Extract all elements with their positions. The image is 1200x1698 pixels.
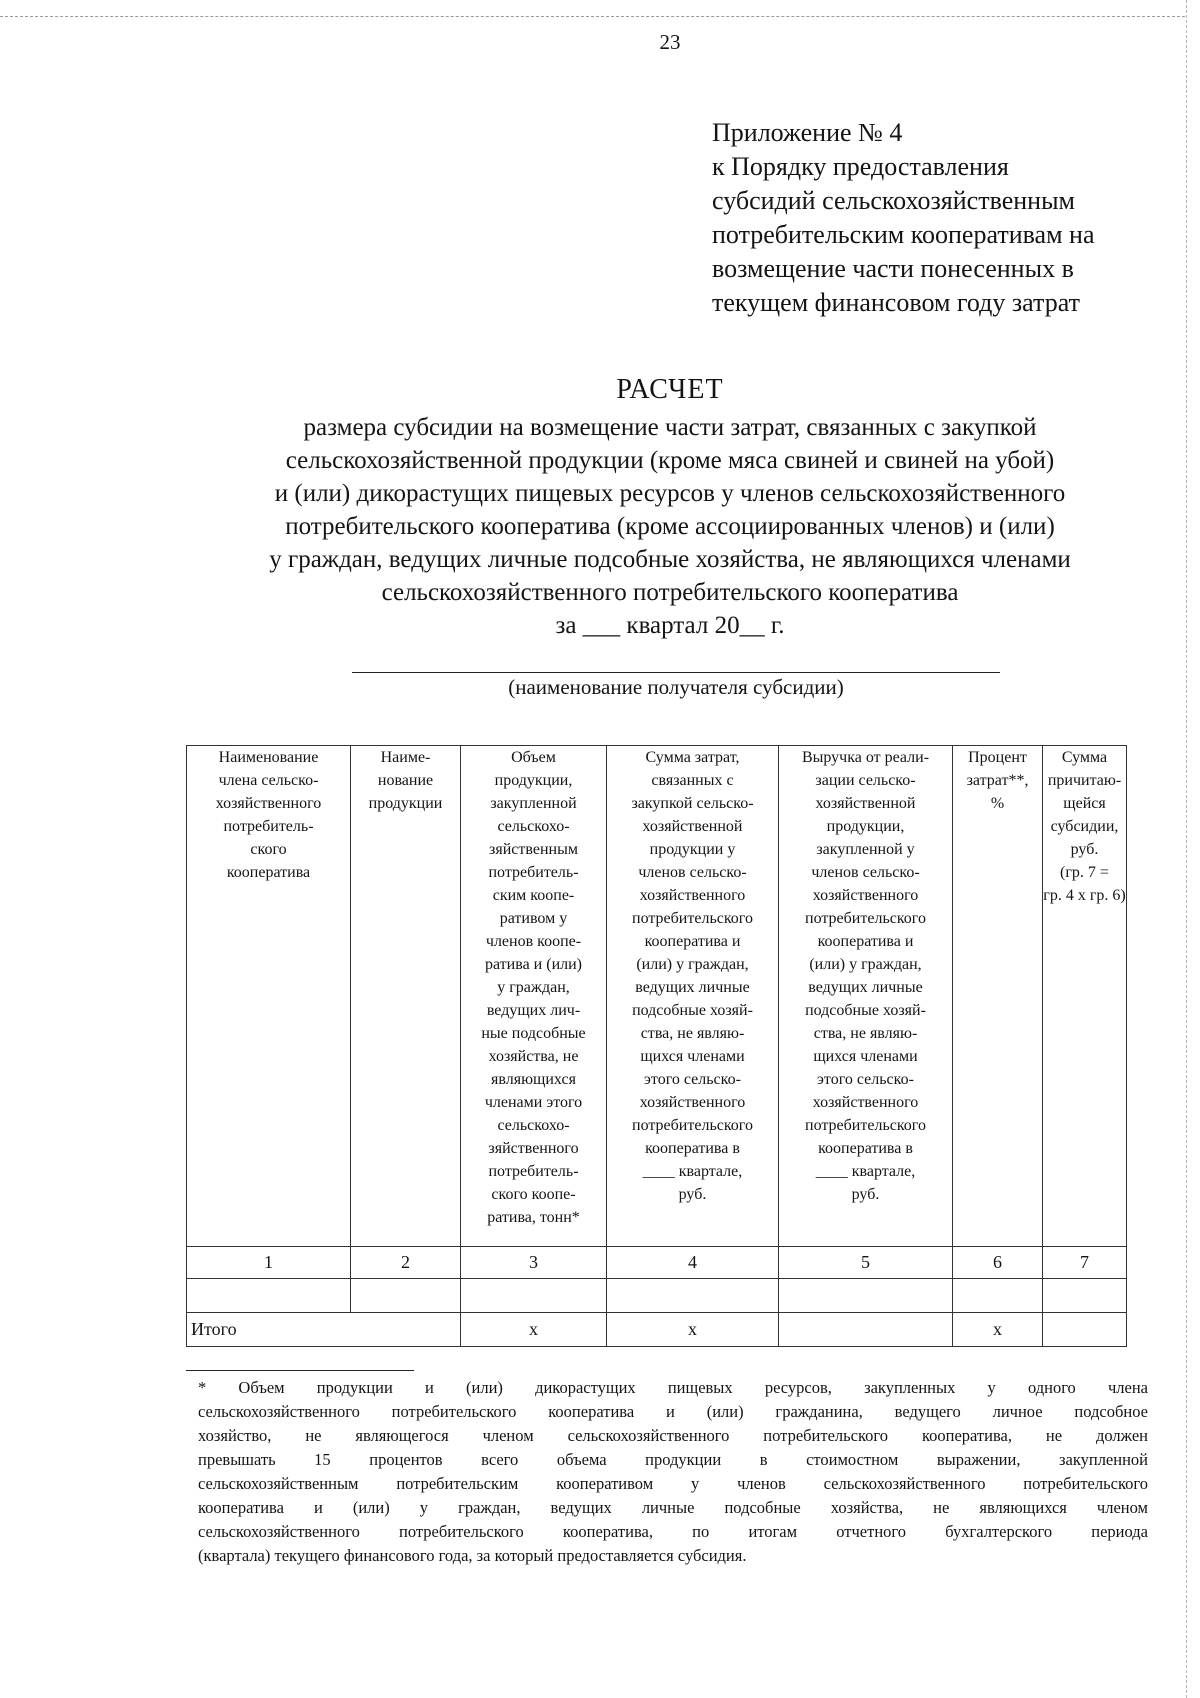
footnote-line: * Объем продукции и (или) дикорастущих пищевых ресурсов, закупленных у одного члена <box>198 1378 1148 1397</box>
appendix-header <box>712 116 1152 320</box>
total-label: Итого <box>187 1313 461 1347</box>
footnote-line: сельскохозяйственного потребительского кооператива, по итогам отчетного бухгалтерского периода <box>198 1522 1148 1541</box>
footnote-line: кооператива и (или) у граждан, ведущих личные подсобные хозяйства, не являющихся членом <box>198 1498 1148 1517</box>
appendix-line: потребительским кооперативам на <box>712 220 1095 249</box>
header-cell: Наиме- нование продукции <box>351 746 461 1247</box>
table-cell <box>607 1279 779 1313</box>
footnote-line: сельскохозяйственного потребительского кооператива и (или) гражданина, ведущего личное подсобное <box>198 1402 1148 1421</box>
document-subtitle <box>0 411 1200 642</box>
scan-edge-top <box>0 16 1185 17</box>
appendix-line: возмещение части понесенных в <box>712 254 1074 283</box>
column-number: 5 <box>779 1247 953 1279</box>
footnote-line: хозяйство, не являющегося членом сельскохозяйственного потребительского кооператива, не должен <box>198 1426 1148 1445</box>
header-cell: Объем продукции, закупленной сельскохо- зяйственным потребитель- ским коопе- ративом у членов коопе- ратива и (или) у граждан, ведущих лич- ные подсобные хозяйства, не являющихся членами этого сельскохо- зяйственного потребитель- ского коопе- ратива, тонн* <box>461 746 607 1247</box>
column-number: 7 <box>1043 1247 1127 1279</box>
recipient-caption: (наименование получателя субсидии) <box>508 675 844 699</box>
table-cell <box>953 1279 1043 1313</box>
total-cell <box>779 1313 953 1347</box>
total-cell <box>1043 1313 1127 1347</box>
appendix-line: Приложение № 4 <box>712 118 903 147</box>
subtitle-line: сельскохозяйственной продукции (кроме мяса свиней и свиней на убой) <box>285 447 1055 474</box>
column-number: 6 <box>953 1247 1043 1279</box>
subtitle-line: размера субсидии на возмещение части затрат, связанных с закупкой <box>303 414 1037 441</box>
table-row <box>187 1279 1127 1313</box>
table-cell <box>1043 1279 1127 1313</box>
column-number: 1 <box>187 1247 351 1279</box>
footnote-separator <box>186 1370 414 1371</box>
header-cell: Сумма причитаю- щейся субсидии, руб. (гр. 7 = гр. 4 х гр. 6) <box>1043 746 1127 1247</box>
footnote <box>198 1376 1148 1568</box>
table-cell <box>351 1279 461 1313</box>
calculation-table <box>186 745 1127 1347</box>
appendix-line: субсидий сельскохозяйственным <box>712 186 1075 215</box>
column-number: 2 <box>351 1247 461 1279</box>
header-cell: Сумма затрат, связанных с закупкой сельско- хозяйственной продукции у членов сельско- хозяйственного потребительского кооператива и (или) у граждан, ведущих личные подсобные хозяй- ства, не являю- щихся членами этого сельско- хозяйственного потребительского кооператива в ____ квартале, руб. <box>607 746 779 1247</box>
page-number: 23 <box>659 30 681 54</box>
footnote-line: превышать 15 процентов всего объема продукции в стоимостном выражении, закупленной <box>198 1450 1148 1469</box>
header-cell: Наименование члена сельско- хозяйственного потребитель- ского кооператива <box>187 746 351 1247</box>
appendix-line: к Порядку предоставления <box>712 152 1009 181</box>
table-cell <box>187 1279 351 1313</box>
total-cell: х <box>953 1313 1043 1347</box>
total-cell: х <box>461 1313 607 1347</box>
subtitle-line: сельскохозяйственного потребительского кооператива <box>381 579 959 606</box>
appendix-line: текущем финансовом году затрат <box>712 288 1080 317</box>
document-title: РАСЧЕТ <box>616 374 724 405</box>
header-cell: Выручка от реали- зации сельско- хозяйственной продукции, закупленной у членов сельско- хозяйственного потребительского кооператива и (или) у граждан, ведущих личные подсобные хозяй- ства, не являю- щихся членами этого сельско- хозяйственного потребительского кооператива в ____ квартале, руб. <box>779 746 953 1247</box>
column-number: 4 <box>607 1247 779 1279</box>
table-cell <box>779 1279 953 1313</box>
scan-edge-right <box>1186 0 1187 1698</box>
total-row <box>187 1313 1127 1347</box>
subtitle-line: и (или) дикорастущих пищевых ресурсов у членов сельскохозяйственного <box>274 480 1066 507</box>
footnote-line: (квартала) текущего финансового года, за который предоставляется субсидия. <box>198 1546 747 1565</box>
recipient-name-line <box>352 672 1000 673</box>
table-header-row <box>187 746 1127 1247</box>
subtitle-line: потребительского кооператива (кроме ассоциированных членов) и (или) <box>285 513 1055 540</box>
table-cell <box>461 1279 607 1313</box>
column-number: 3 <box>461 1247 607 1279</box>
period-line: за ___ квартал 20__ г. <box>555 612 785 639</box>
total-cell: х <box>607 1313 779 1347</box>
header-cell: Процент затрат**, % <box>953 746 1043 1247</box>
footnote-line: сельскохозяйственным потребительским кооперативом у членов сельскохозяйственного потребительского <box>198 1474 1148 1493</box>
subtitle-line: у граждан, ведущих личные подсобные хозяйства, не являющихся членами <box>269 546 1071 573</box>
column-number-row <box>187 1247 1127 1279</box>
